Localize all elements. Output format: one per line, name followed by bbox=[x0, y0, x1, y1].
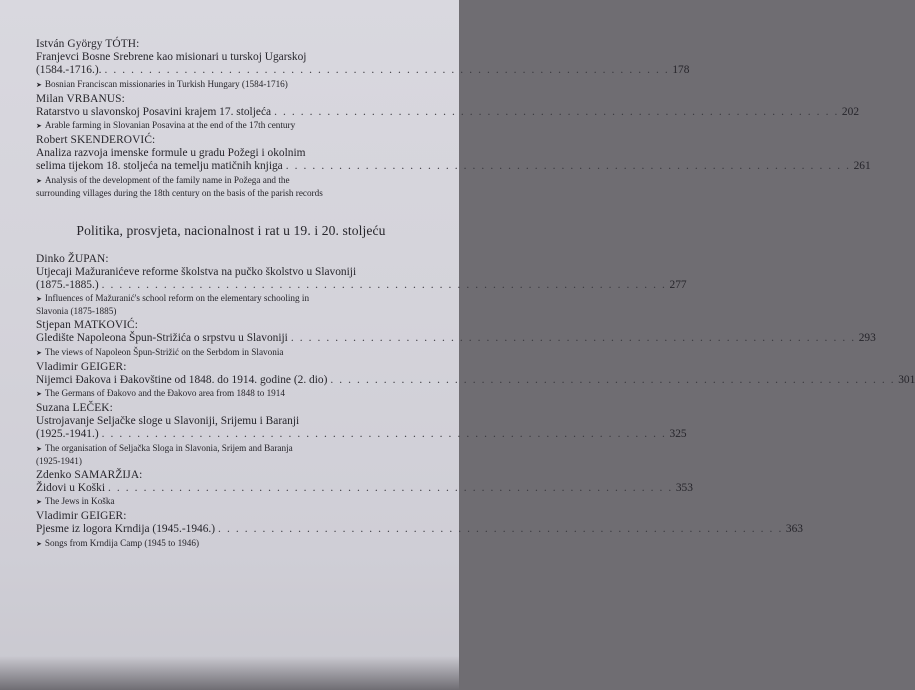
arrow-bullet-icon: ➤ bbox=[36, 122, 42, 130]
arrow-bullet-icon: ➤ bbox=[36, 390, 42, 398]
toc-entry-matkovic bbox=[36, 319, 876, 359]
leader-dots: . . . . . . . . . . . . . . . . . . . . . . . . . . . . . . . . . . . . . . . . . . . . . . . . . . . . . . . . . . . . . . . . bbox=[290, 332, 856, 344]
entry-title-line bbox=[36, 332, 876, 346]
author-name: Robert SKENDEROVIĆ: bbox=[36, 134, 156, 146]
leader-dots: . . . . . . . . . . . . . . . . . . . . . . . . . . . . . . . . . . . . . . . . . . . . . . . . . . . . . . . . . . . . . . . . bbox=[101, 428, 667, 440]
leader-dots: . . . . . . . . . . . . . . . . . . . . . . . . . . . . . . . . . . . . . . . . . . . . . . . . . . . . . . . . . . . . . . . . bbox=[104, 64, 670, 76]
page-number: 277 bbox=[669, 278, 687, 291]
page-number: 301 bbox=[898, 373, 915, 386]
entry-title-end: (1584.-1716.). bbox=[36, 64, 102, 76]
leader-dots: . . . . . . . . . . . . . . . . . . . . . . . . . . . . . . . . . . . . . . . . . . . . . . . . . . . . . . . . . . . . . . . . bbox=[218, 523, 783, 535]
section-title: Politika, prosvjeta, nacionalnost i rat u 19. i 20. stoljeću bbox=[76, 222, 386, 238]
english-translation-cont: surrounding villages during the 18th century on the basis of the parish records bbox=[36, 187, 323, 198]
page-number: 202 bbox=[841, 105, 860, 118]
leader-dots: . . . . . . . . . . . . . . . . . . . . . . . . . . . . . . . . . . . . . . . . . . . . . . . . . . . . . . . . . . . . . . . . bbox=[285, 160, 851, 172]
english-translation: ➤ The Germans of Đakovo and the Đakovo area from 1848 to 1914 bbox=[36, 388, 285, 398]
toc-entry-lecek bbox=[36, 402, 687, 467]
arrow-bullet-icon: ➤ bbox=[36, 444, 42, 453]
entry-title: Analiza razvoja imenske formule u gradu Požegi i okolnim bbox=[36, 147, 306, 159]
author-name: Zdenko SAMARŽIJA: bbox=[36, 468, 143, 481]
entry-title-line bbox=[36, 105, 860, 120]
entry-title: Nijemci Đakova i Đakovštine od 1848. do 1914. godine (2. dio) bbox=[36, 373, 328, 386]
entry-title: Franjevci Bosne Srebrene kao misionari u turskoj Ugarskoj bbox=[36, 51, 307, 63]
page-number: 178 bbox=[672, 64, 690, 76]
table-of-contents bbox=[36, 38, 915, 552]
english-translation: ➤ Arable farming in Slovanian Posavina at the end of the 17th century bbox=[36, 120, 296, 130]
english-translation: ➤ The views of Napoleon Špun-Strižić on the Serbdom in Slavonia bbox=[36, 346, 284, 357]
author-name: Dinko ŽUPAN: bbox=[36, 252, 109, 265]
toc-entry-geiger-2 bbox=[36, 510, 803, 550]
arrow-bullet-icon: ➤ bbox=[36, 80, 42, 89]
page-number: 325 bbox=[669, 428, 687, 440]
page-number: 363 bbox=[785, 523, 803, 535]
arrow-bullet-icon: ➤ bbox=[36, 539, 42, 548]
leader-dots: . . . . . . . . . . . . . . . . . . . . . . . . . . . . . . . . . . . . . . . . . . . . . . . . . . . . . . . . . . . . . . . . bbox=[107, 481, 673, 494]
entry-title-line bbox=[36, 428, 687, 442]
english-translation: ➤ Songs from Krndija Camp (1945 to 1946) bbox=[36, 537, 200, 548]
leader-dots: . . . . . . . . . . . . . . . . . . . . . . . . . . . . . . . . . . . . . . . . . . . . . . . . . . . . . . . . . . . . . . . . bbox=[101, 278, 667, 291]
english-translation: ➤ Analysis of the development of the family name in Požega and the bbox=[36, 174, 290, 185]
toc-entry-geiger-1 bbox=[36, 360, 915, 401]
entry-title: Ratarstvo u slavonskoj Posavini krajem 17. stoljeća bbox=[36, 105, 272, 118]
english-translation: ➤ The Jews in Koška bbox=[36, 496, 115, 506]
entry-title-line bbox=[36, 160, 871, 174]
leader-dots: . . . . . . . . . . . . . . . . . . . . . . . . . . . . . . . . . . . . . . . . . . . . . . . . . . . . . . . . . . . . . . . . bbox=[274, 105, 839, 118]
toc-entry-vrbanus bbox=[36, 92, 860, 133]
author-name: Suzana LEČEK: bbox=[36, 402, 113, 414]
english-translation: ➤ Bosnian Franciscan missionaries in Turkish Hungary (1584-1716) bbox=[36, 78, 288, 89]
page-number: 353 bbox=[675, 481, 693, 494]
entry-title: Utjecaji Mažuranićeve reforme školstva na pučko školstvo u Slavoniji bbox=[36, 265, 357, 278]
entry-title: Ustrojavanje Seljačke sloge u Slavoniji, Srijemu i Baranji bbox=[36, 415, 300, 427]
arrow-bullet-icon: ➤ bbox=[36, 348, 42, 357]
page-number: 261 bbox=[853, 160, 871, 172]
arrow-bullet-icon: ➤ bbox=[36, 295, 42, 303]
entry-title-line bbox=[36, 523, 803, 537]
author-name: Milan VRBANUS: bbox=[36, 92, 125, 105]
entry-title: Židovi u Koški bbox=[36, 481, 105, 494]
english-translation: ➤ Influences of Mažuranić's school reform on the elementary schooling in bbox=[36, 293, 310, 303]
toc-entry-samarzija bbox=[36, 468, 693, 509]
author-name: Stjepan MATKOVIĆ: bbox=[36, 319, 138, 331]
entry-title: Gledište Napoleona Špun-Strižića o srpstvu u Slavoniji bbox=[36, 332, 288, 344]
english-translation-cont: Slavonia (1875-1885) bbox=[36, 306, 117, 316]
page-number: 293 bbox=[858, 332, 876, 344]
entry-title-end: (1875.-1885.) bbox=[36, 278, 99, 291]
entry-title: Pjesme iz logora Krndija (1945.-1946.) bbox=[36, 523, 216, 535]
entry-title-line bbox=[36, 373, 915, 388]
author-name: Vladimir GEIGER: bbox=[36, 360, 127, 373]
english-translation-cont: (1925-1941) bbox=[36, 455, 82, 466]
author-name: Vladimir GEIGER: bbox=[36, 510, 127, 522]
toc-entry-toth bbox=[36, 38, 690, 91]
entry-title-end: selima tijekom 18. stoljeća na temelju matičnih knjiga bbox=[36, 160, 283, 172]
entry-title-line bbox=[36, 481, 693, 496]
entry-title-line bbox=[36, 64, 690, 78]
arrow-bullet-icon: ➤ bbox=[36, 498, 42, 506]
entry-title-line bbox=[36, 278, 687, 293]
toc-entry-skenderovic bbox=[36, 134, 871, 199]
page-shadow bbox=[0, 656, 459, 690]
leader-dots: . . . . . . . . . . . . . . . . . . . . . . . . . . . . . . . . . . . . . . . . . . . . . . . . . . . . . . . . . . . . . . . . bbox=[330, 373, 896, 386]
arrow-bullet-icon: ➤ bbox=[36, 176, 42, 185]
toc-entry-zupan bbox=[36, 252, 687, 318]
english-translation: ➤ The organisation of Seljačka Sloga in Slavonia, Srijem and Baranja bbox=[36, 442, 293, 453]
entry-title-end: (1925.-1941.) bbox=[36, 428, 99, 440]
author-name: István György TÓTH: bbox=[36, 38, 140, 50]
